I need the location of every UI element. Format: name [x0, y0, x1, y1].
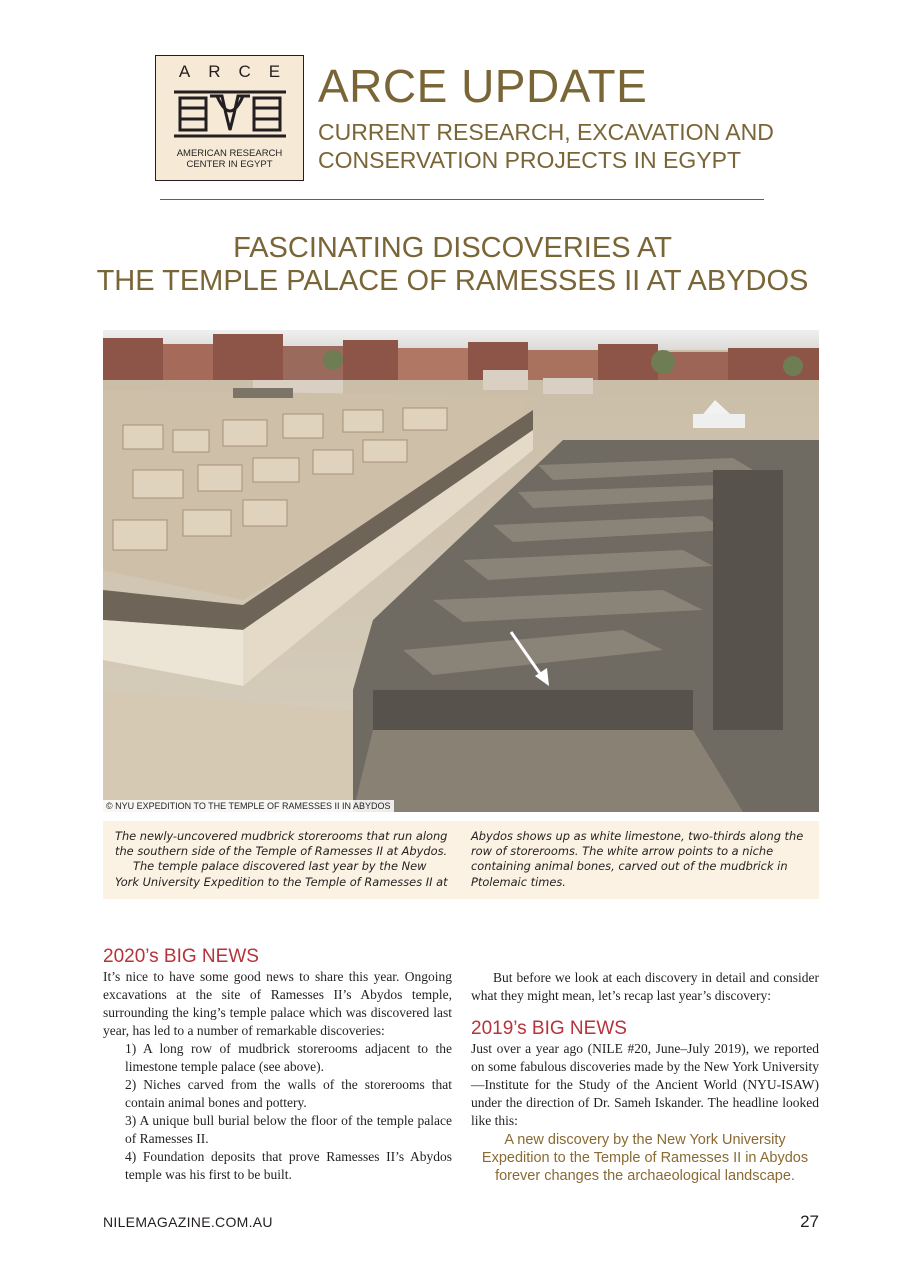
- caption-column-right: Abydos shows up as white limestone, two-thirds along the row of storerooms. The white arrow points to a niche containing animal bones, carved out of the mudbrick in Ptolemaic times.: [471, 829, 804, 889]
- subtitle-line: CONSERVATION PROJECTS IN EGYPT: [318, 147, 742, 173]
- caption-column-left: [115, 829, 453, 890]
- pull-quote: [471, 1131, 819, 1185]
- caption-paragraph: The newly-uncovered mudbrick storerooms that run along the southern side of the Temple of Ramesses II at Abydos.: [115, 829, 448, 859]
- photo-credit: © NYU EXPEDITION TO THE TEMPLE OF RAMESSES II IN ABYDOS: [103, 800, 394, 813]
- list-item: 3) A unique bull burial below the floor of the temple palace of Ramesses II.: [125, 1113, 452, 1146]
- heading-2020: 2020’s BIG NEWS: [103, 946, 259, 967]
- article-title: [0, 232, 905, 298]
- arce-logo: [155, 55, 304, 181]
- caption-paragraph: The temple palace discovered last year by the New York University Expedition to the Temple of Ramesses II at: [115, 859, 448, 889]
- section-subtitle: [318, 118, 774, 174]
- body-paragraph: But before we look at each discovery in detail and consider what they might mean, let’s recap last year’s discovery:: [471, 970, 819, 1003]
- quote-line: Expedition to the Temple of Ramesses II in Abydos: [481, 1150, 809, 1166]
- logo-letters: ARCE: [178, 62, 299, 81]
- body-paragraph: Just over a year ago (NILE #20, June–July 2019), we reported on some fabulous discoveries made by the New York University—Institute for the Study of the Ancient World (NYU-ISAW) under the direction of Dr. Sameh Iskander. The headline looked like this:: [471, 1041, 819, 1128]
- footer-website: NILEMAGAZINE.COM.AU: [103, 1214, 273, 1230]
- section-title: ARCE UPDATE: [318, 60, 648, 112]
- heading-2019: 2019’s BIG NEWS: [471, 1018, 627, 1039]
- page-number: 27: [800, 1212, 819, 1231]
- list-item: 2) Niches carved from the walls of the storerooms that contain animal bones and pottery.: [125, 1077, 452, 1110]
- logo-org-line: CENTER IN EGYPT: [186, 159, 273, 170]
- quote-line: A new discovery by the New York University: [504, 1132, 786, 1148]
- article-title-line: THE TEMPLE PALACE OF RAMESSES II AT ABYDOS: [96, 265, 809, 297]
- list-item: 4) Foundation deposits that prove Ramesses II’s Abydos temple was his first to be built.: [125, 1149, 452, 1182]
- header-divider: [160, 199, 764, 200]
- logo-org-name: [156, 148, 303, 170]
- list-item: 1) A long row of mudbrick storerooms adjacent to the limestone temple palace (see above).: [125, 1041, 452, 1074]
- excavation-photo: [103, 330, 819, 812]
- subtitle-line: CURRENT RESEARCH, EXCAVATION AND: [318, 119, 774, 145]
- quote-line: forever changes the archaeological landscape.: [495, 1168, 795, 1184]
- article-title-line: FASCINATING DISCOVERIES AT: [233, 232, 672, 264]
- body-paragraph: It’s nice to have some good news to share this year. Ongoing excavations at the site of Ramesses II’s Abydos temple, surrounding the king’s temple palace which was discovered last year, has led to a number of remarkable discoveries:: [103, 969, 452, 1038]
- body-column-right: [471, 969, 819, 1185]
- logo-org-line: AMERICAN RESEARCH: [176, 148, 283, 159]
- temple-emblem-icon: [170, 86, 290, 146]
- photo-caption: [103, 821, 819, 899]
- body-column-left: [103, 946, 452, 1184]
